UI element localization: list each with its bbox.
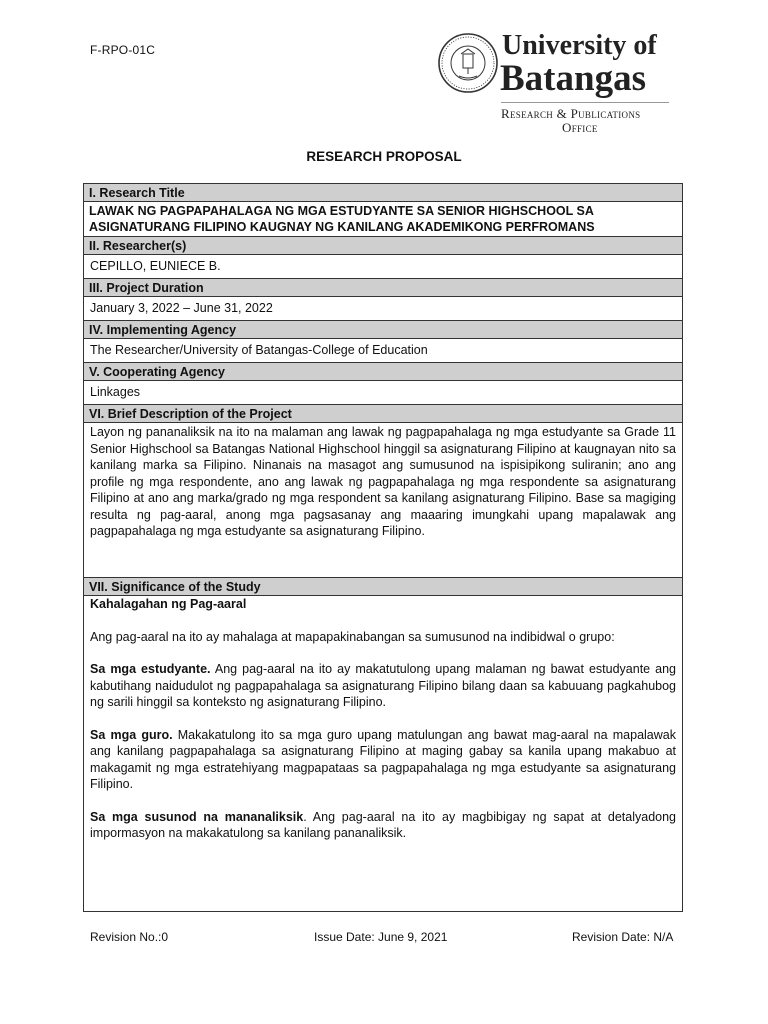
teachers-text: Makakatulong ito sa mga guro upang matulungan ang bawat mag-aaral na mapalawak ang kanilang pagpapahalaga sa asignaturang Filipino at maging gabay sa kanila upang makabuo at makagamit ng mga estratehiyang magpapataas sa pagpapahalaga ng mga estudyante sa asignaturang Filipino. bbox=[90, 727, 676, 791]
revision-number: Revision No.:0 bbox=[90, 930, 169, 944]
students-text: Ang pag-aaral na ito ay makatutulong upang malaman ng bawat estudyante ang kabutihang naidudulot ng pagpapahalaga sa asignaturang Filipino bilang daan sa kabuuang pagkahubog ng sarili hinggil sa konteksto ng asignaturang Filipino. bbox=[90, 662, 676, 709]
duration-header: III. Project Duration bbox=[84, 279, 682, 297]
university-name-line2: Batangas bbox=[500, 58, 646, 99]
university-name-line1: University of bbox=[502, 30, 657, 61]
significance-header: VII. Significance of the Study bbox=[84, 578, 682, 596]
issue-date: Issue Date: June 9, 2021 bbox=[314, 930, 448, 944]
research-title-value: LAWAK NG PAGPAPAHALAGA NG MGA ESTUDYANTE SA SENIOR HIGHSCHOOL SA ASIGNATURANG FILIPINO KAUGNAY NG KANILANG AKADEMIKONG PERFROMANS bbox=[84, 202, 682, 237]
significance-teachers bbox=[90, 727, 676, 793]
proposal-form bbox=[83, 183, 683, 912]
duration-value: January 3, 2022 – June 31, 2022 bbox=[84, 297, 682, 321]
significance-body bbox=[84, 596, 682, 842]
revision-date: Revision Date: N/A bbox=[572, 930, 674, 944]
researchers-value: CEPILLO, EUNIECE B. bbox=[84, 255, 682, 279]
researchers-text: . Ang pag-aaral na ito ay magbibigay ng sapat at detalyadong impormasyon na makakatulong sa kanilang pananaliksik. bbox=[90, 809, 676, 840]
teachers-lead: Sa mga guro. bbox=[90, 727, 173, 742]
significance-subtitle: Kahalagahan ng Pag-aaral bbox=[90, 597, 247, 611]
implementing-agency-header: IV. Implementing Agency bbox=[84, 321, 682, 339]
cooperating-agency-value: Linkages bbox=[84, 381, 682, 405]
significance-intro: Ang pag-aaral na ito ay mahalaga at mapapakinabangan sa sumusunod na indibidwal o grupo: bbox=[90, 629, 615, 644]
university-seal-icon bbox=[437, 32, 499, 94]
research-title-header: I. Research Title bbox=[84, 184, 682, 202]
implementing-agency-value: The Researcher/University of Batangas-College of Education bbox=[84, 339, 682, 363]
researchers-header: II. Researcher(s) bbox=[84, 237, 682, 255]
logo-divider bbox=[501, 102, 669, 103]
description-header: VI. Brief Description of the Project bbox=[84, 405, 682, 423]
document-title: RESEARCH PROPOSAL bbox=[306, 149, 462, 164]
office-name-line1: Research & Publications bbox=[501, 106, 641, 121]
researchers-lead: Sa mga susunod na mananaliksik bbox=[90, 809, 304, 824]
form-code: F-RPO-01C bbox=[90, 43, 156, 57]
description-value: Layon ng pananaliksik na ito na malaman ang lawak ng pagpapahalaga ng mga estudyante sa Grade 11 Senior Highschool sa Batangas National Highschool hinggil sa asignaturang Filipino at kaugnayan nito sa kanilang marka sa Filipino. Ninanais na masagot ang sumusunod na ispisipikong suliranin; ano ang profile ng mga respondente, ano ang lawak ng pagpapahalaga ng mga respondente sa asignaturang Filipino at ano ang marka/grado ng mga respondent sa kanilang asignaturang Filipino. Base sa magiging resulta ng pag-aaral, anong mga pagsasanay ang maaaring imungkahi upang mapalawak ang pagpapahalaga ng mga estudyante sa asignaturang Filipino. bbox=[84, 423, 682, 578]
office-name-line2: Office bbox=[562, 120, 598, 135]
significance-students bbox=[90, 661, 676, 711]
students-lead: Sa mga estudyante. bbox=[90, 662, 211, 676]
university-logo bbox=[437, 30, 677, 140]
significance-researchers bbox=[90, 809, 676, 842]
cooperating-agency-header: V. Cooperating Agency bbox=[84, 363, 682, 381]
